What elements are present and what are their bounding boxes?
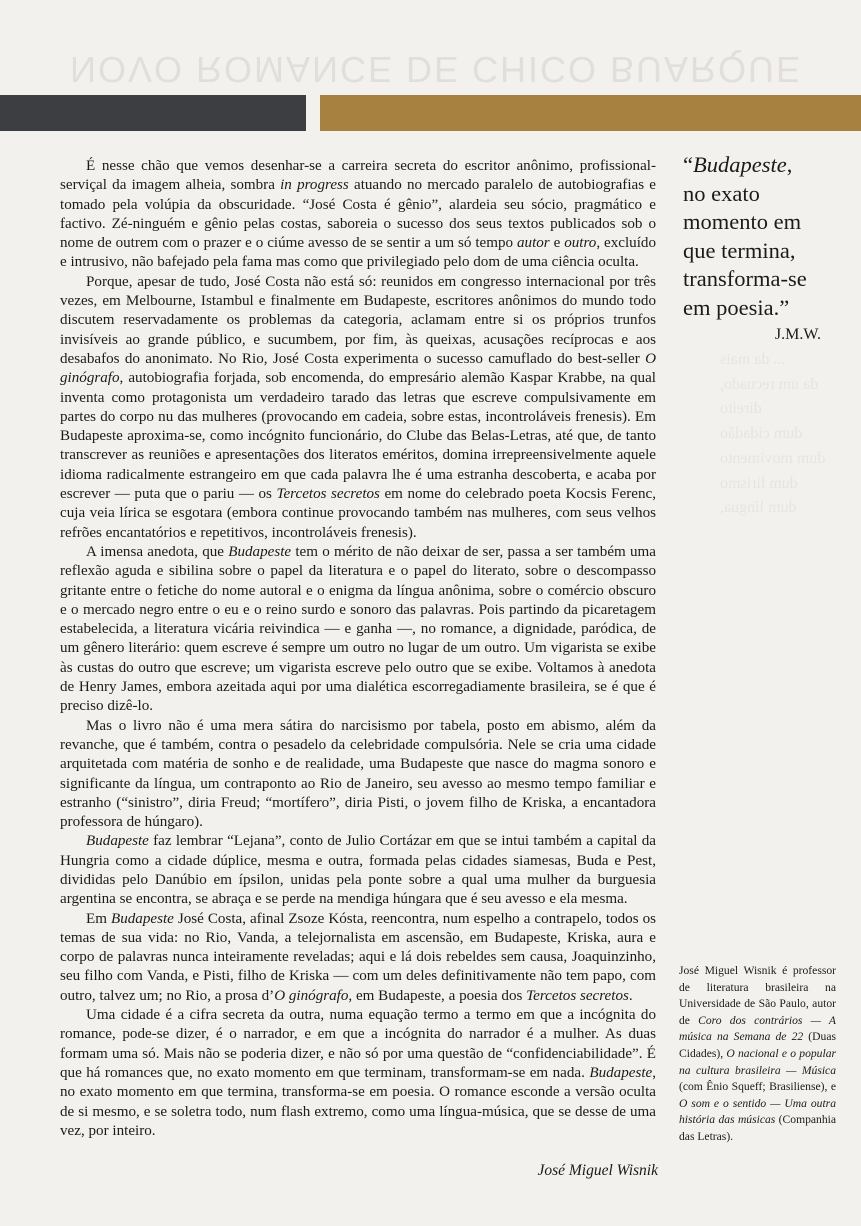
show-through-text — [720, 348, 861, 521]
article-signature: José Miguel Wisnik — [537, 1162, 658, 1179]
text-run: Uma cidade é a cifra secreta da outra, numa equação termo a termo em que a incógnita do romance, pode-se dizer, é o narrador, e em que a incógnita do narrador é a mulher. As duas formam uma só. Mais não se poderia dizer, e não só por uma questão de “confidenciabilidade”. É que há romances que, no exato momento em que terminam, transformam-se em nada. — [60, 1007, 656, 1081]
pull-quote — [683, 151, 833, 322]
italic-text: O som e o sentido — Uma outra história das músicas — [679, 1096, 836, 1127]
pull-quote-text: no exato — [683, 180, 760, 206]
text-run: e — [549, 235, 565, 252]
text-run: atuando no mercado paralelo de autobiografias e tomado pela volúpia da obscuridade. “José Costa é gênio”, alardeia seu sócio, pragmático e factivo. Zé-ninguém e gênio pelas costas, saboreia o sucesso dos seus textos publicados sob o nome de outrem com o prazer e o ciúme avesso de se sentir a um só tempo — [60, 177, 656, 252]
show-through-line: ... da mais — [720, 351, 786, 368]
show-through-line: dum língua, — [720, 499, 797, 517]
text-run: , no exato momento em que termina, transforma-se em poesia. O romance esconde a versão oculta de si mesmo, e se soletra todo, num flash extremo, como uma língua-música, que se desse de uma vez, por inteiro. — [60, 1064, 656, 1139]
article-paragraph — [60, 543, 656, 717]
pull-quote-author: J.M.W. — [774, 326, 821, 343]
author-bio — [679, 963, 836, 1146]
text-run: Em — [86, 910, 111, 927]
pull-quote-line — [683, 237, 833, 266]
text-run: (com Ênio Squeff; Brasiliense), e — [679, 1080, 836, 1094]
article-paragraph — [60, 273, 656, 543]
text-run: tem o mérito de não deixar de ser, passa a ser também uma reflexão aguda e sibilina sobre o papel da literatura e o papel do literato, sobre o descompasso gritante entre o fetiche do nome autoral e o enigma da língua anônima, sobre o comércio obscuro e o mercado negro entre o eu e o reino surdo e sonoro das palavras. Pois partindo da picaretagem estabelecida, a literatura vicária reivindica — e ganha —, no romance, a dignidade, paródica, de um gênero literário: quem escreve é sempre um outro no lugar de um outro. Um vigarista se exibe às custas do outro que escreve; um vigarista escreve pelo outro que se exibe. Voltamos à anedota de Henry James, embora azeitada aqui por uma dialética escorregadiamente brasileira, se é que é preciso dizê-lo. — [60, 543, 656, 715]
text-run: José Miguel Wisnik é professor de literatura brasileira na Universidade de São Paulo, autor de — [679, 964, 836, 1027]
text-run: faz lembrar “Lejana”, conto de Julio Cortázar em que se intui também a capital da Hungria como a cidade dúplice, mesma e outra, formada pelas cidades siamesas, Buda e Pest, divididas pelo Danúbio em ípsilon, unidas pela ponte sobre a qual uma mulher da burguesia argentina se encontra, se abraça e se perde na mendiga húngara que é seu avesso e ela mesma. — [60, 833, 656, 908]
pull-quote-text: “ — [683, 152, 693, 177]
pull-quote-line — [683, 208, 833, 237]
text-run: (Companhia das Letras). — [679, 1113, 836, 1143]
show-through-line: da um recuado, — [720, 375, 819, 393]
text-run: , em Budapeste, a poesia dos — [348, 987, 527, 1004]
text-run: , autobiografia forjada, sob encomenda, do empresário alemão Kaspar Krabbe, na qual inventa como protagonista um verdadeiro tarado das letras que escreve compulsivamente em partes do corpo nu das mulheres (provocando em cadeia, sobre estas, incontroláveis frenesis). Em Budapeste aproxima-se, como incógnito funcionário, do Clube das Belas-Letras, até que, de tanto transcrever as reuniões e apresentações dos literatos eméritos, domina irrepreensivelmente aquele idioma radicalmente estrangeiro em que cada palavra lhe é uma estranha descoberta, e acaba por escrever — puta que o pariu — os — [60, 370, 656, 503]
text-run: Mas o livro não é uma mera sátira do narcisismo por tabela, posto em abismo, além da revanche, que é também, contra o pesadelo da celebridade compulsória. Nele se cria uma cidade arquitetada com matéria de sonho e de realidade, uma Budapeste que nasce do magma sonoro e significante da língua, um contraponto ao Rio de Janeiro, seu avesso ao mesmo tempo familiar e estranho (“sinistro”, diria Freud; “mortífero”, diria Pisti, o jovem filho de Kriska, a encantadora professora de húngaro). — [60, 717, 656, 831]
italic-text: Coro dos contrários — A música na Semana de 22 — [679, 1013, 836, 1044]
text-run: É nesse chão que vemos desenhar-se a carreira secreta do escritor anônimo, profissional-serviçal da imagem alheia, sombra — [60, 158, 656, 194]
text-run: Porque, apesar de tudo, José Costa não está só: reunidos em congresso internacional por três vezes, em Melbourne, Istambul e finalmente em Budapeste, escritores anônimos do mundo todo discutem reservadamente os problemas da categoria, aclamam entre si os próprios trunfos invisíveis ao grande público, e sucumbem, por fim, às queixas, acusações recíprocas e aos desabafos do anonimato. No Rio, José Costa experimenta o sucesso camuflado do best-seller — [60, 273, 656, 367]
text-run: José Costa, afinal Zsoze Kósta, reencontra, num espelho a contrapelo, todos os temas de sua vida: no Rio, Vanda, a telejornalista em ascensão, em Budapeste, Kriska, aura e corpo de palavras nunca inteiramente reveladas; aqui e lá dois rebeldes sem causa, Joaquinzinho, seu filho com Vanda, e Pisti, filho de Kriska — com um deles definitivamente não tem papo, com outro, talvez um; no Rio, a prosa d’ — [60, 910, 657, 1004]
italic-text: O ginógrafo — [60, 350, 656, 387]
italic-text: in progress — [280, 177, 349, 194]
show-through-line: dum cidadão — [720, 425, 803, 443]
pull-quote-line — [683, 265, 833, 294]
header-band-gold — [320, 95, 861, 131]
header-ghost-title: NOVO ROMANCE DE CHICO BUARQUE — [70, 49, 803, 90]
pull-quote-line — [683, 294, 833, 323]
pull-quote-text: transforma-se — [683, 266, 807, 291]
pull-quote-line — [683, 151, 833, 180]
italic-text: O ginógrafo — [274, 987, 349, 1004]
pull-quote-text: em poesia.” — [683, 294, 790, 320]
text-run: (Duas Cidades), — [679, 1030, 836, 1060]
show-through-line: dum movimento — [720, 449, 826, 467]
italic-text: Budapeste — [86, 833, 149, 850]
italic-text: outro — [564, 235, 597, 252]
article-paragraph — [60, 1006, 656, 1141]
pull-quote-punct: , — [786, 152, 793, 177]
article-paragraph — [60, 910, 656, 1006]
header-band-dark — [0, 95, 306, 131]
text-run: . — [628, 987, 633, 1004]
article-paragraph — [60, 157, 656, 273]
text-run: A imensa anedota, que — [86, 543, 229, 560]
show-through-line: direito — [720, 400, 762, 418]
italic-text: Budapeste — [589, 1064, 653, 1081]
article-paragraph — [60, 832, 656, 909]
pull-quote-line — [683, 180, 833, 209]
show-through-line: dum lirismo — [720, 474, 798, 492]
italic-text: Budapeste — [110, 910, 174, 927]
italic-text: Tercetos secretos — [526, 987, 629, 1004]
pull-quote-italic: Budapeste — [693, 152, 787, 177]
text-run: , excluído e intrusivo, não bafejado pela fama mas como que privilegiado pelo dom de uma ciência oculta. — [60, 235, 657, 271]
pull-quote-text: momento em — [683, 209, 802, 234]
text-run: em nome do celebrado poeta Kocsis Ferenc, cuja veia lírica se esgotara (embora continue provocando também nas mulheres, com seus velhos refrões encantatórios e repetitivos, incontroláveis frenesis). — [60, 486, 656, 541]
italic-text: autor — [516, 235, 550, 252]
italic-text: Tercetos secretos — [276, 486, 380, 503]
article-paragraph — [60, 717, 656, 833]
italic-text: Budapeste — [228, 543, 292, 560]
italic-text: O nacional e o popular na cultura brasileira — Música — [679, 1046, 836, 1077]
article-body — [60, 157, 656, 1141]
pull-quote-text: que termina, — [683, 237, 796, 263]
